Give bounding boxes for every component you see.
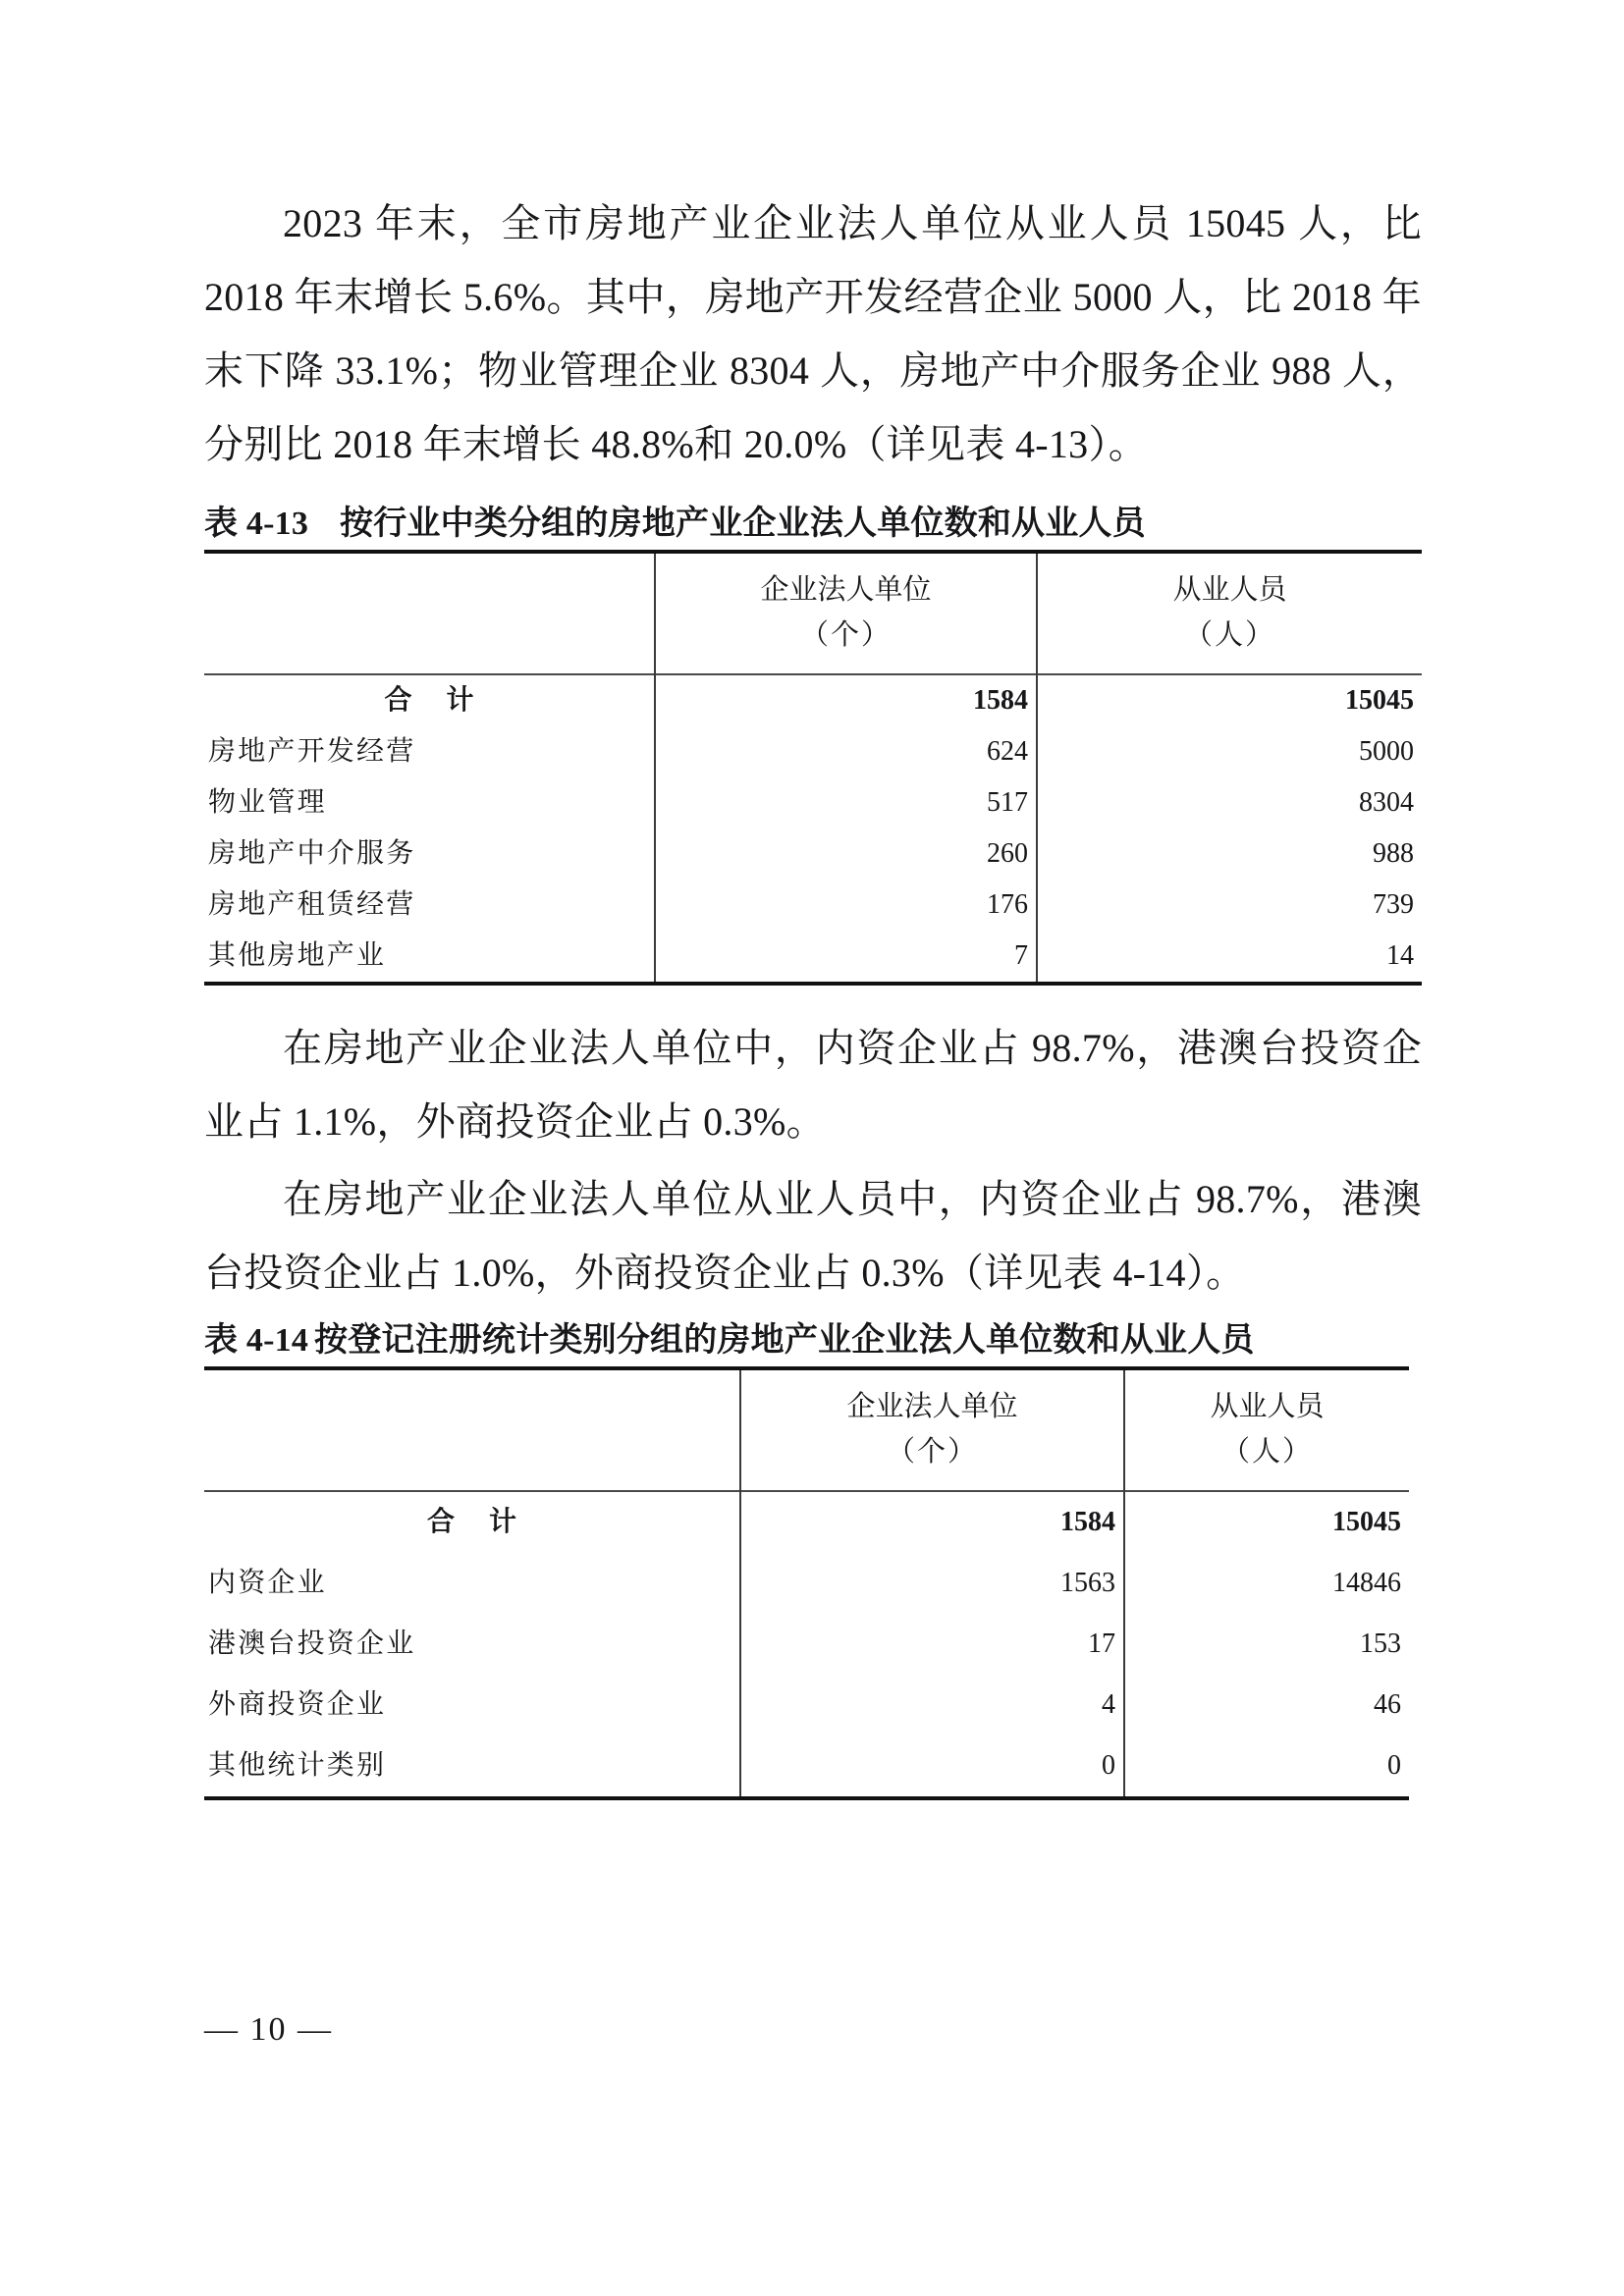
table-4-14-row-0-label: 合 计 [204, 1491, 740, 1553]
table-row [204, 931, 1422, 984]
table-4-13-row-2-units: 517 [655, 777, 1037, 828]
table-4-14-row-2-employees: 153 [1124, 1614, 1409, 1675]
table-row [204, 726, 1422, 777]
table-4-14-caption [204, 1315, 1422, 1366]
table-4-13-row-1-employees: 5000 [1037, 726, 1422, 777]
table-row [204, 1614, 1409, 1675]
table-4-13-row-4-label: 房地产租赁经营 [208, 889, 416, 920]
table-4-13-row-4-units: 176 [655, 880, 1037, 931]
table-4-14-col-header-category [204, 1368, 740, 1491]
table-4-13-row-3-employees: 988 [1037, 828, 1422, 880]
paragraph-employee-ownership-share: 在房地产业企业法人单位从业人员中，内资企业占 98.7%，港澳台投资企业占 1.0%，外商投资企业占 0.3%（详见表 4-14）。 [204, 1177, 1422, 1295]
table-4-13-row-5-label: 其他房地产业 [204, 931, 655, 984]
table-4-14-col-header-units [740, 1368, 1124, 1491]
table-4-14-row-3-label: 外商投资企业 [208, 1689, 387, 1720]
table-4-14-col-header-units-label: 企业法人单位 [846, 1391, 1018, 1422]
table-row [204, 1735, 1409, 1798]
table-4-13-row-2-employees: 8304 [1037, 777, 1422, 828]
table-4-14-header [204, 1368, 1409, 1491]
table-4-13-row-4-employees: 739 [1037, 880, 1422, 931]
table-4-14-row-0-employees: 15045 [1124, 1491, 1409, 1553]
table-4-13-col-header-units-label: 企业法人单位 [760, 574, 932, 606]
table-4-13-col-header-employees-label: 从业人员 [1172, 574, 1287, 606]
table-4-14-col-header-employees-unit: （人） [1220, 1436, 1313, 1468]
table-row [204, 828, 1422, 880]
table-row [204, 777, 1422, 828]
table-4-14-row-4-units: 0 [740, 1735, 1124, 1798]
table-4-13-row-5-units: 7 [655, 931, 1037, 984]
table-4-13-col-header-employees [1037, 552, 1422, 674]
table-4-13-col-header-units [655, 552, 1037, 674]
table-4-13-row-1-units: 624 [655, 726, 1037, 777]
table-row [204, 1675, 1409, 1735]
table-4-13-caption [204, 499, 1422, 550]
table-4-13-row-1-label: 房地产开发经营 [208, 736, 416, 767]
table-4-14-row-3-employees: 46 [1124, 1675, 1409, 1735]
table-4-14-body [204, 1491, 1409, 1798]
table-4-13-col-header-units-unit: （个） [799, 619, 892, 651]
table-4-14-col-header-units-unit: （个） [886, 1436, 978, 1468]
table-4-14-col-header-employees-label: 从业人员 [1210, 1391, 1325, 1422]
table-4-13-row-0-employees: 15045 [1037, 674, 1422, 726]
table-4-13-row-0-units: 1584 [655, 674, 1037, 726]
table-block-4-14 [204, 1315, 1422, 1800]
paragraph-unit-ownership-share: 在房地产业企业法人单位中，内资企业占 98.7%，港澳台投资企业占 1.1%，外商投资企业占 0.3%。 [204, 1026, 1422, 1144]
table-4-14-row-2-label: 港澳台投资企业 [208, 1629, 416, 1659]
table-4-13-row-3-label: 房地产中介服务 [208, 838, 416, 869]
table-4-14-col-header-employees [1124, 1368, 1409, 1491]
table-4-13-number: 表 4-13 [204, 506, 309, 542]
table-4-14-row-4-label: 其他统计类别 [204, 1735, 740, 1798]
table-row [204, 880, 1422, 931]
table-4-13 [204, 550, 1422, 986]
table-4-13-col-header-employees-unit: （人） [1183, 619, 1275, 651]
table-4-14-row-4-employees: 0 [1124, 1735, 1409, 1798]
table-4-14-row-0-units: 1584 [740, 1491, 1124, 1553]
page-number: — 10 — [204, 2011, 333, 2048]
table-4-14-row-2-units: 17 [740, 1614, 1124, 1675]
table-row [204, 1491, 1409, 1553]
table-row [204, 674, 1422, 726]
table-4-14-row-1-employees: 14846 [1124, 1553, 1409, 1614]
table-4-13-col-header-category [204, 552, 655, 674]
table-4-14-row-3-units: 4 [740, 1675, 1124, 1735]
table-4-13-row-0-label: 合 计 [204, 674, 655, 726]
page-content [204, 187, 1422, 1800]
table-4-13-body [204, 674, 1422, 984]
table-4-13-row-3-units: 260 [655, 828, 1037, 880]
paragraph-employment-summary: 2023 年末，全市房地产业企业法人单位从业人员 15045 人，比 2018 年末增长 5.6%。其中，房地产开发经营企业 5000 人，比 2018 年末下降 33.1%；物业管理企业 8304 人，房地产中介服务企业 988 人，分别比 2018 年末增长 48.8%和 20.0%（详见表 4-13）。 [204, 201, 1422, 466]
table-4-13-header [204, 552, 1422, 674]
table-row [204, 1553, 1409, 1614]
table-4-14 [204, 1366, 1409, 1800]
table-4-14-title-text: 按登记注册统计类别分组的房地产业企业法人单位数和从业人员 [314, 1322, 1255, 1359]
table-4-14-number: 表 4-14 [204, 1322, 309, 1359]
table-4-14-row-1-units: 1563 [740, 1553, 1124, 1614]
table-block-4-13 [204, 499, 1422, 986]
table-4-13-row-2-label: 物业管理 [208, 787, 327, 818]
table-4-13-row-5-employees: 14 [1037, 931, 1422, 984]
table-4-14-row-1-label: 内资企业 [208, 1568, 327, 1598]
table-4-13-title-text: 按行业中类分组的房地产业企业法人单位数和从业人员 [340, 506, 1146, 542]
